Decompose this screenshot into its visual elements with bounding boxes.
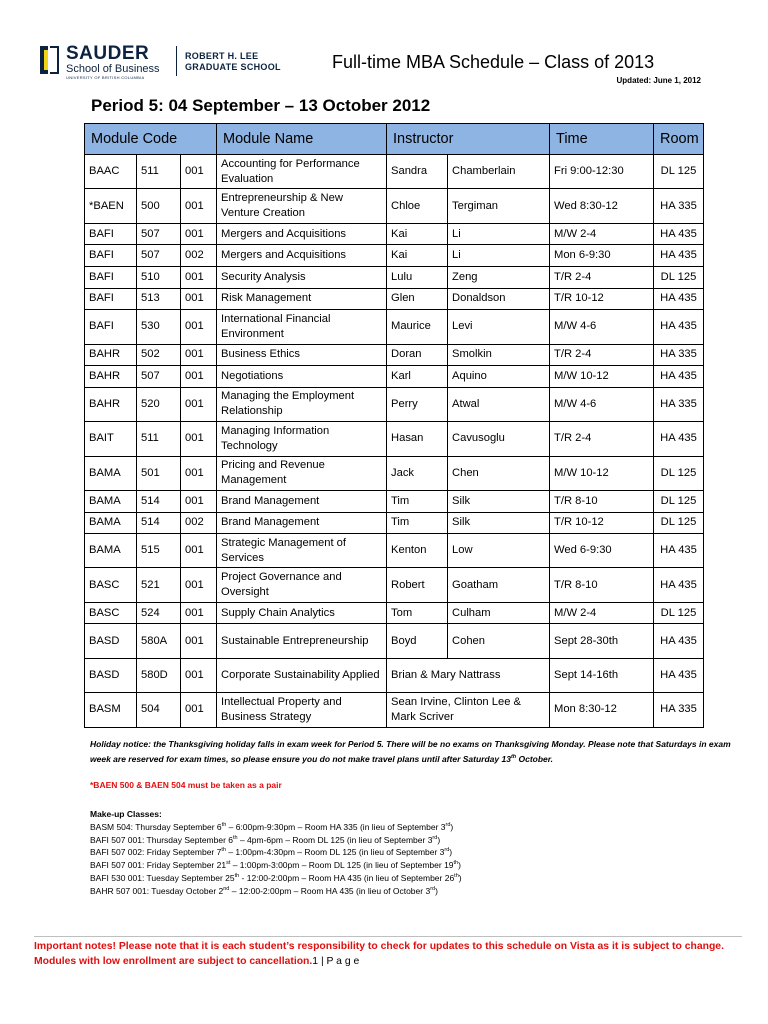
cell-module-name: Brand Management	[217, 490, 387, 512]
cell-subject: BAHR	[85, 387, 137, 421]
cell-instructor-last: Aquino	[448, 366, 550, 388]
header-room: Room	[654, 124, 704, 155]
cell-module-name: International Financial Environment	[217, 310, 387, 344]
period-heading: Period 5: 04 September – 13 October 2012	[91, 96, 431, 115]
cell-module-name: Entrepreneurship & New Venture Creation	[217, 189, 387, 223]
cell-instructor-first: Kai	[387, 223, 448, 245]
cell-room: HA 435	[654, 223, 704, 245]
cell-instructor-last: Donaldson	[448, 288, 550, 310]
cell-time: M/W 10-12	[550, 366, 654, 388]
table-row	[85, 310, 704, 344]
cell-number: 524	[137, 602, 181, 624]
cell-instructor-first: Boyd	[387, 624, 448, 658]
cell-time: M/W 4-6	[550, 310, 654, 344]
cell-room: HA 435	[654, 288, 704, 310]
logo-grad-line1: ROBERT H. LEE	[185, 51, 259, 61]
cell-room: DL 125	[654, 490, 704, 512]
cell-room: DL 125	[654, 602, 704, 624]
cell-number: 580A	[137, 624, 181, 658]
cell-time: M/W 10-12	[550, 456, 654, 490]
cell-module-name: Mergers and Acquisitions	[217, 245, 387, 267]
table-row	[85, 288, 704, 310]
cell-section: 001	[181, 223, 217, 245]
cell-room: DL 125	[654, 512, 704, 534]
cell-time: Wed 8:30-12	[550, 189, 654, 223]
cell-instructor-last: Silk	[448, 512, 550, 534]
cell-room: HA 335	[654, 189, 704, 223]
cell-instructor-last: Li	[448, 245, 550, 267]
cell-instructor-last: Tergiman	[448, 189, 550, 223]
cell-number: 511	[137, 155, 181, 189]
cell-module-name: Managing Information Technology	[217, 422, 387, 456]
logo-name: SAUDER	[66, 43, 150, 64]
cell-subject: BAMA	[85, 456, 137, 490]
sauder-logo-mark-icon	[40, 44, 62, 76]
makeup-item: BAHR 507 001: Tuesday October 2nd – 12:00-2:00pm – Room HA 435 (in lieu of October 3rd)	[90, 885, 438, 896]
schedule-header-row	[85, 124, 704, 155]
cell-section: 001	[181, 624, 217, 658]
cell-room: HA 435	[654, 534, 704, 568]
cell-instructor-first: Maurice	[387, 310, 448, 344]
cell-subject: BAMA	[85, 490, 137, 512]
cell-instructor-last: Zeng	[448, 266, 550, 288]
header-instructor: Instructor	[387, 124, 550, 155]
cell-room: HA 335	[654, 693, 704, 727]
header-module-code: Module Code	[85, 124, 217, 155]
cell-instructor-last: Cohen	[448, 624, 550, 658]
cell-number: 507	[137, 245, 181, 267]
cell-room: HA 435	[654, 310, 704, 344]
cell-module-name: Negotiations	[217, 366, 387, 388]
makeup-item: BAFI 507 002: Friday September 7th – 1:00pm-4:30pm – Room DL 125 (in lieu of September 3rd)	[90, 847, 453, 858]
schedule-table	[84, 123, 704, 728]
cell-instructor-last: Levi	[448, 310, 550, 344]
cell-instructor-last: Chamberlain	[448, 155, 550, 189]
cell-module-name: Supply Chain Analytics	[217, 602, 387, 624]
cell-instructor-first: Tim	[387, 512, 448, 534]
cell-section: 001	[181, 568, 217, 602]
cell-section: 001	[181, 693, 217, 727]
cell-instructor-last: Culham	[448, 602, 550, 624]
cell-subject: BAFI	[85, 288, 137, 310]
cell-room: HA 435	[654, 366, 704, 388]
cell-subject: BAHR	[85, 344, 137, 366]
cell-section: 001	[181, 310, 217, 344]
cell-time: T/R 10-12	[550, 288, 654, 310]
cell-time: M/W 2-4	[550, 223, 654, 245]
logo-grad-line2: GRADUATE SCHOOL	[185, 62, 281, 72]
table-row	[85, 189, 704, 223]
cell-instructor-first: Tom	[387, 602, 448, 624]
cell-time: M/W 4-6	[550, 387, 654, 421]
cell-number: 511	[137, 422, 181, 456]
cell-section: 001	[181, 534, 217, 568]
cell-section: 001	[181, 344, 217, 366]
cell-instructor-first: Jack	[387, 456, 448, 490]
cell-room: HA 435	[654, 568, 704, 602]
cell-subject: *BAEN	[85, 189, 137, 223]
cell-subject: BAIT	[85, 422, 137, 456]
cell-section: 001	[181, 266, 217, 288]
cell-instructor-last: Chen	[448, 456, 550, 490]
makeup-title: Make-up Classes:	[90, 809, 162, 819]
cell-section: 001	[181, 456, 217, 490]
table-row	[85, 422, 704, 456]
cell-instructor-first: Tim	[387, 490, 448, 512]
cell-module-name: Business Ethics	[217, 344, 387, 366]
table-row	[85, 602, 704, 624]
cell-instructor-first: Doran	[387, 344, 448, 366]
logo-university: UNIVERSITY OF BRITISH COLUMBIA	[66, 75, 145, 80]
cell-section: 001	[181, 422, 217, 456]
cell-instructor-last: Low	[448, 534, 550, 568]
cell-time: M/W 2-4	[550, 602, 654, 624]
cell-subject: BAMA	[85, 534, 137, 568]
cell-instructor-first: Glen	[387, 288, 448, 310]
cell-subject: BAMA	[85, 512, 137, 534]
cell-subject: BASD	[85, 624, 137, 658]
cell-number: 510	[137, 266, 181, 288]
table-row	[85, 490, 704, 512]
cell-module-name: Intellectual Property and Business Strategy	[217, 693, 387, 727]
cell-instructor: Brian & Mary Nattrass	[387, 658, 550, 692]
cell-subject: BAFI	[85, 245, 137, 267]
makeup-item: BAFI 507 001: Friday September 21st – 1:00pm-3:00pm – Room DL 125 (in lieu of September 19th)	[90, 860, 461, 871]
header-module-name: Module Name	[217, 124, 387, 155]
cell-number: 514	[137, 490, 181, 512]
cell-instructor: Sean Irvine, Clinton Lee & Mark Scriver	[387, 693, 550, 727]
cell-section: 001	[181, 387, 217, 421]
cell-number: 500	[137, 189, 181, 223]
cell-instructor-first: Chloe	[387, 189, 448, 223]
cell-time: T/R 8-10	[550, 490, 654, 512]
cell-instructor-last: Silk	[448, 490, 550, 512]
cell-number: 521	[137, 568, 181, 602]
cell-module-name: Corporate Sustainability Applied	[217, 658, 387, 692]
cell-module-name: Brand Management	[217, 512, 387, 534]
cell-number: 507	[137, 366, 181, 388]
cell-instructor-last: Smolkin	[448, 344, 550, 366]
cell-time: Sept 28-30th	[550, 624, 654, 658]
cell-subject: BAHR	[85, 366, 137, 388]
cell-module-name: Security Analysis	[217, 266, 387, 288]
cell-room: HA 435	[654, 658, 704, 692]
cell-instructor-last: Goatham	[448, 568, 550, 602]
table-row	[85, 155, 704, 189]
logo-divider	[176, 46, 177, 76]
cell-instructor-last: Atwal	[448, 387, 550, 421]
table-row	[85, 245, 704, 267]
cell-instructor-first: Karl	[387, 366, 448, 388]
table-row	[85, 456, 704, 490]
cell-module-name: Strategic Management of Services	[217, 534, 387, 568]
cell-room: HA 435	[654, 422, 704, 456]
makeup-item: BAFI 507 001: Thursday September 6th – 4pm-6pm – Room DL 125 (in lieu of September 3rd)	[90, 834, 441, 845]
cell-section: 001	[181, 658, 217, 692]
cell-room: HA 435	[654, 624, 704, 658]
cell-number: 515	[137, 534, 181, 568]
cell-section: 001	[181, 288, 217, 310]
makeup-item: BAFI 530 001: Tuesday September 25th - 12:00-2:00pm – Room HA 435 (in lieu of September 26th)	[90, 872, 462, 883]
holiday-notice: Holiday notice: the Thanksgiving holiday falls in exam week for Period 5. There will be no exams on Thanksgiving Monday. Please note that Saturdays in exam week are reserved for exam times, so please ensure you do not make travel plans until after Saturday 13th October.	[90, 739, 731, 764]
table-row	[85, 658, 704, 692]
table-row	[85, 624, 704, 658]
cell-instructor-first: Hasan	[387, 422, 448, 456]
cell-section: 001	[181, 602, 217, 624]
cell-subject: BASC	[85, 602, 137, 624]
cell-instructor-first: Sandra	[387, 155, 448, 189]
cell-time: Mon 8:30-12	[550, 693, 654, 727]
cell-instructor-first: Lulu	[387, 266, 448, 288]
header-time: Time	[550, 124, 654, 155]
cell-module-name: Managing the Employment Relationship	[217, 387, 387, 421]
table-row	[85, 344, 704, 366]
cell-number: 580D	[137, 658, 181, 692]
cell-room: HA 435	[654, 245, 704, 267]
cell-subject: BAAC	[85, 155, 137, 189]
document-title: Full-time MBA Schedule – Class of 2013	[332, 52, 655, 72]
cell-section: 001	[181, 490, 217, 512]
cell-number: 514	[137, 512, 181, 534]
cell-instructor-first: Perry	[387, 387, 448, 421]
cell-room: HA 335	[654, 387, 704, 421]
cell-time: Mon 6-9:30	[550, 245, 654, 267]
table-row	[85, 693, 704, 727]
cell-room: DL 125	[654, 266, 704, 288]
table-row	[85, 266, 704, 288]
cell-time: Sept 14-16th	[550, 658, 654, 692]
logo-school: School of Business	[66, 63, 160, 75]
sauder-logo	[40, 44, 281, 78]
cell-room: HA 335	[654, 344, 704, 366]
cell-instructor-last: Cavusoglu	[448, 422, 550, 456]
cell-number: 513	[137, 288, 181, 310]
cell-subject: BAFI	[85, 223, 137, 245]
table-row	[85, 223, 704, 245]
cell-section: 002	[181, 512, 217, 534]
cell-time: T/R 2-4	[550, 422, 654, 456]
cell-number: 530	[137, 310, 181, 344]
cell-time: T/R 8-10	[550, 568, 654, 602]
cell-time: Wed 6-9:30	[550, 534, 654, 568]
cell-instructor-first: Robert	[387, 568, 448, 602]
table-row	[85, 366, 704, 388]
cell-number: 507	[137, 223, 181, 245]
cell-module-name: Risk Management	[217, 288, 387, 310]
cell-number: 504	[137, 693, 181, 727]
cell-section: 001	[181, 189, 217, 223]
cell-room: DL 125	[654, 456, 704, 490]
cell-subject: BASM	[85, 693, 137, 727]
cell-module-name: Mergers and Acquisitions	[217, 223, 387, 245]
cell-subject: BASC	[85, 568, 137, 602]
footer-divider	[34, 936, 742, 937]
table-row	[85, 512, 704, 534]
cell-module-name: Accounting for Performance Evaluation	[217, 155, 387, 189]
cell-number: 502	[137, 344, 181, 366]
cell-instructor-first: Kai	[387, 245, 448, 267]
cell-section: 002	[181, 245, 217, 267]
page-number: 1 | P a g e	[312, 956, 360, 967]
cell-module-name: Pricing and Revenue Management	[217, 456, 387, 490]
cell-module-name: Sustainable Entrepreneurship	[217, 624, 387, 658]
cell-subject: BASD	[85, 658, 137, 692]
cell-instructor-last: Li	[448, 223, 550, 245]
table-row	[85, 387, 704, 421]
cell-subject: BAFI	[85, 310, 137, 344]
cell-module-name: Project Governance and Oversight	[217, 568, 387, 602]
cell-time: T/R 2-4	[550, 344, 654, 366]
makeup-item: BASM 504: Thursday September 6th – 6:00pm-9:30pm – Room HA 335 (in lieu of September 3rd)	[90, 821, 454, 832]
cell-time: Fri 9:00-12:30	[550, 155, 654, 189]
table-row	[85, 568, 704, 602]
cell-room: DL 125	[654, 155, 704, 189]
cell-time: T/R 10-12	[550, 512, 654, 534]
cell-section: 001	[181, 366, 217, 388]
cell-instructor-first: Kenton	[387, 534, 448, 568]
cell-number: 520	[137, 387, 181, 421]
cell-subject: BAFI	[85, 266, 137, 288]
cell-section: 001	[181, 155, 217, 189]
makeup-classes	[90, 808, 462, 898]
updated-date: Updated: June 1, 2012	[616, 76, 701, 85]
important-notes: Important notes! Please note that it is each student’s responsibility to check for updates to this schedule on Vista as it is subject to change. Modules with low enrollment are subject to cancellation.1 | P a g e	[34, 941, 724, 967]
cell-time: T/R 2-4	[550, 266, 654, 288]
table-row	[85, 534, 704, 568]
pair-notice: *BAEN 500 & BAEN 504 must be taken as a pair	[90, 780, 282, 790]
cell-number: 501	[137, 456, 181, 490]
